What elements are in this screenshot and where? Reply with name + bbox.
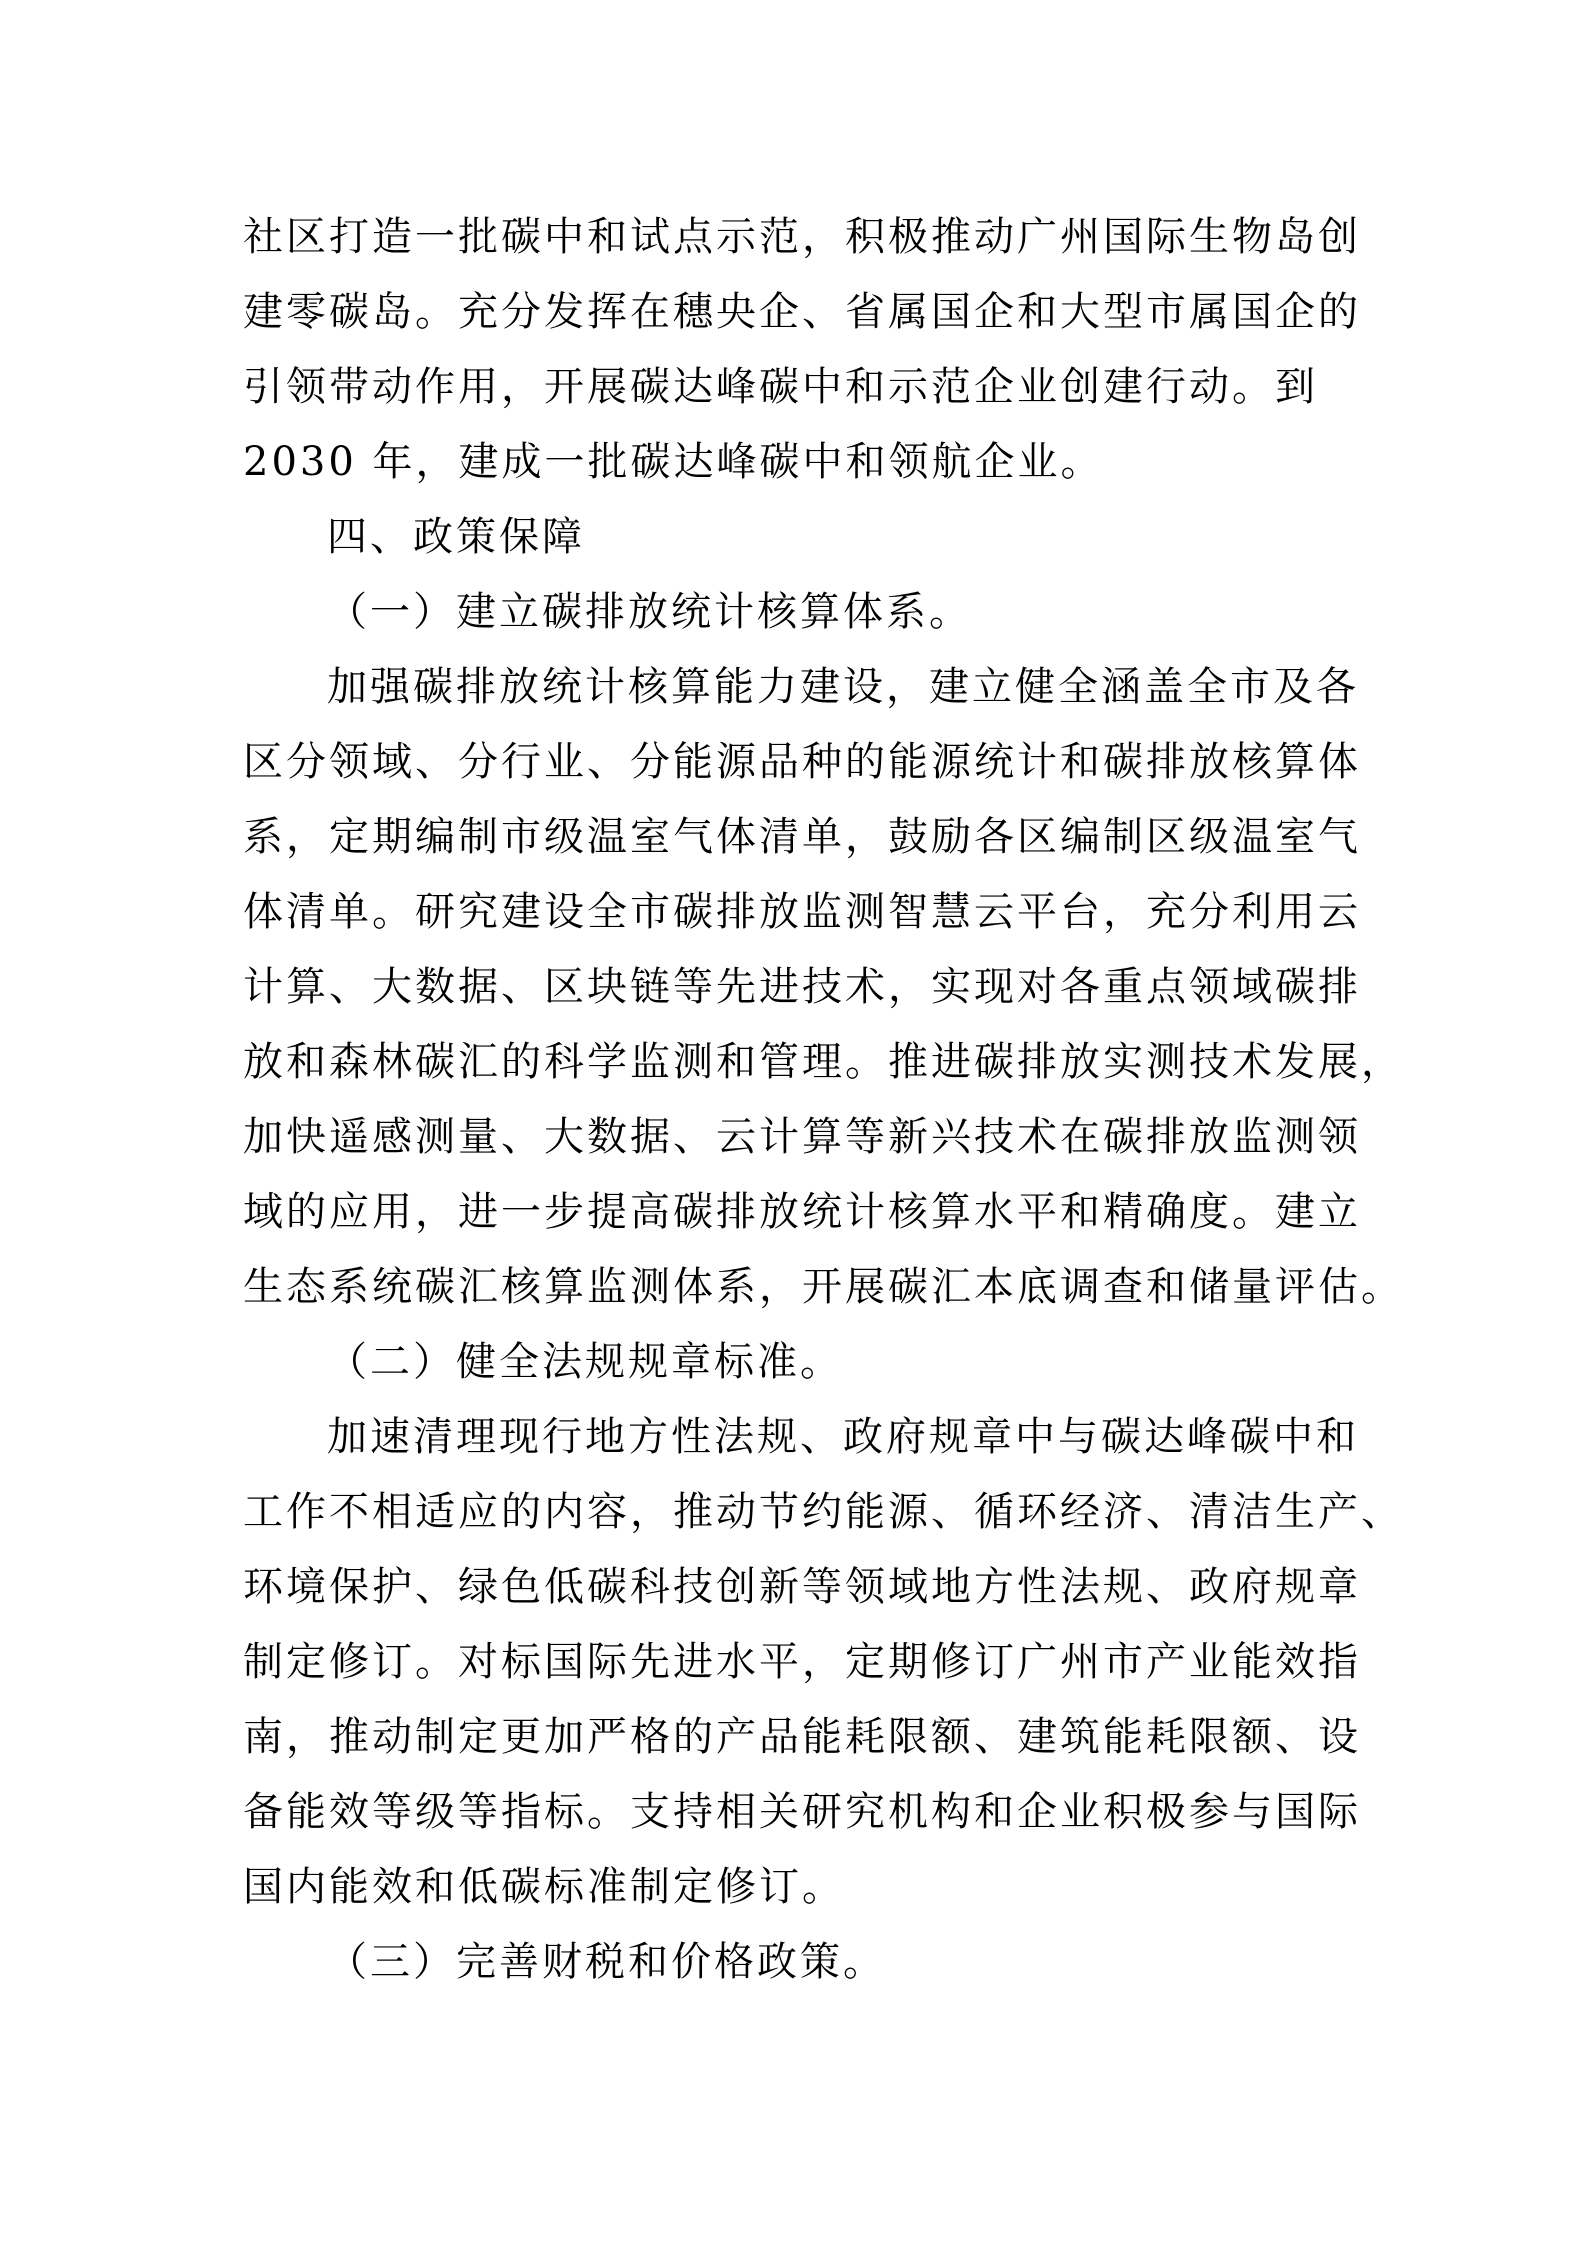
paragraph-line: 南，推动制定更加严格的产品能耗限额、建筑能耗限额、设 [243, 1714, 1361, 1760]
paragraph-line: 体清单。研究建设全市碳排放监测智慧云平台，充分利用云 [243, 889, 1361, 935]
paragraph-line: 生态系统碳汇核算监测体系，开展碳汇本底调查和储量评估。 [243, 1264, 1404, 1310]
paragraph-line: 放和森林碳汇的科学监测和管理。推进碳排放实测技术发展， [243, 1039, 1404, 1085]
subsection-heading: （三）完善财税和价格政策。 [327, 1939, 886, 1985]
paragraph-line: 2030 年，建成一批碳达峰碳中和领航企业。 [243, 439, 1104, 485]
paragraph-line: 计算、大数据、区块链等先进技术，实现对各重点领域碳排 [243, 964, 1361, 1010]
paragraph-line: 加快遥感测量、大数据、云计算等新兴技术在碳排放监测领 [243, 1114, 1361, 1160]
subsection-heading: （一）建立碳排放统计核算体系。 [327, 589, 972, 635]
paragraph-line: 备能效等级等指标。支持相关研究机构和企业积极参与国际 [243, 1789, 1361, 1835]
paragraph-line: 加强碳排放统计核算能力建设，建立健全涵盖全市及各 [327, 664, 1359, 710]
paragraph-line: 社区打造一批碳中和试点示范，积极推动广州国际生物岛创 [243, 214, 1361, 260]
paragraph-line: 制定修订。对标国际先进水平，定期修订广州市产业能效指 [243, 1639, 1361, 1685]
subsection-heading: （二）健全法规规章标准。 [327, 1339, 843, 1385]
paragraph-line: 建零碳岛。充分发挥在穗央企、省属国企和大型市属国企的 [243, 289, 1361, 335]
paragraph-line: 域的应用，进一步提高碳排放统计核算水平和精确度。建立 [243, 1189, 1361, 1235]
section-heading: 四、政策保障 [327, 514, 585, 560]
paragraph-line: 国内能效和低碳标准制定修订。 [243, 1864, 845, 1910]
paragraph-line: 加速清理现行地方性法规、政府规章中与碳达峰碳中和 [327, 1414, 1359, 1460]
paragraph-line: 环境保护、绿色低碳科技创新等领域地方性法规、政府规章 [243, 1564, 1361, 1610]
document-body [243, 200, 1404, 2000]
paragraph-line: 区分领域、分行业、分能源品种的能源统计和碳排放核算体 [243, 739, 1361, 785]
paragraph-line: 引领带动作用，开展碳达峰碳中和示范企业创建行动。到 [243, 364, 1318, 410]
paragraph-line: 工作不相适应的内容，推动节约能源、循环经济、清洁生产、 [243, 1489, 1404, 1535]
paragraph-line: 系，定期编制市级温室气体清单，鼓励各区编制区级温室气 [243, 814, 1361, 860]
